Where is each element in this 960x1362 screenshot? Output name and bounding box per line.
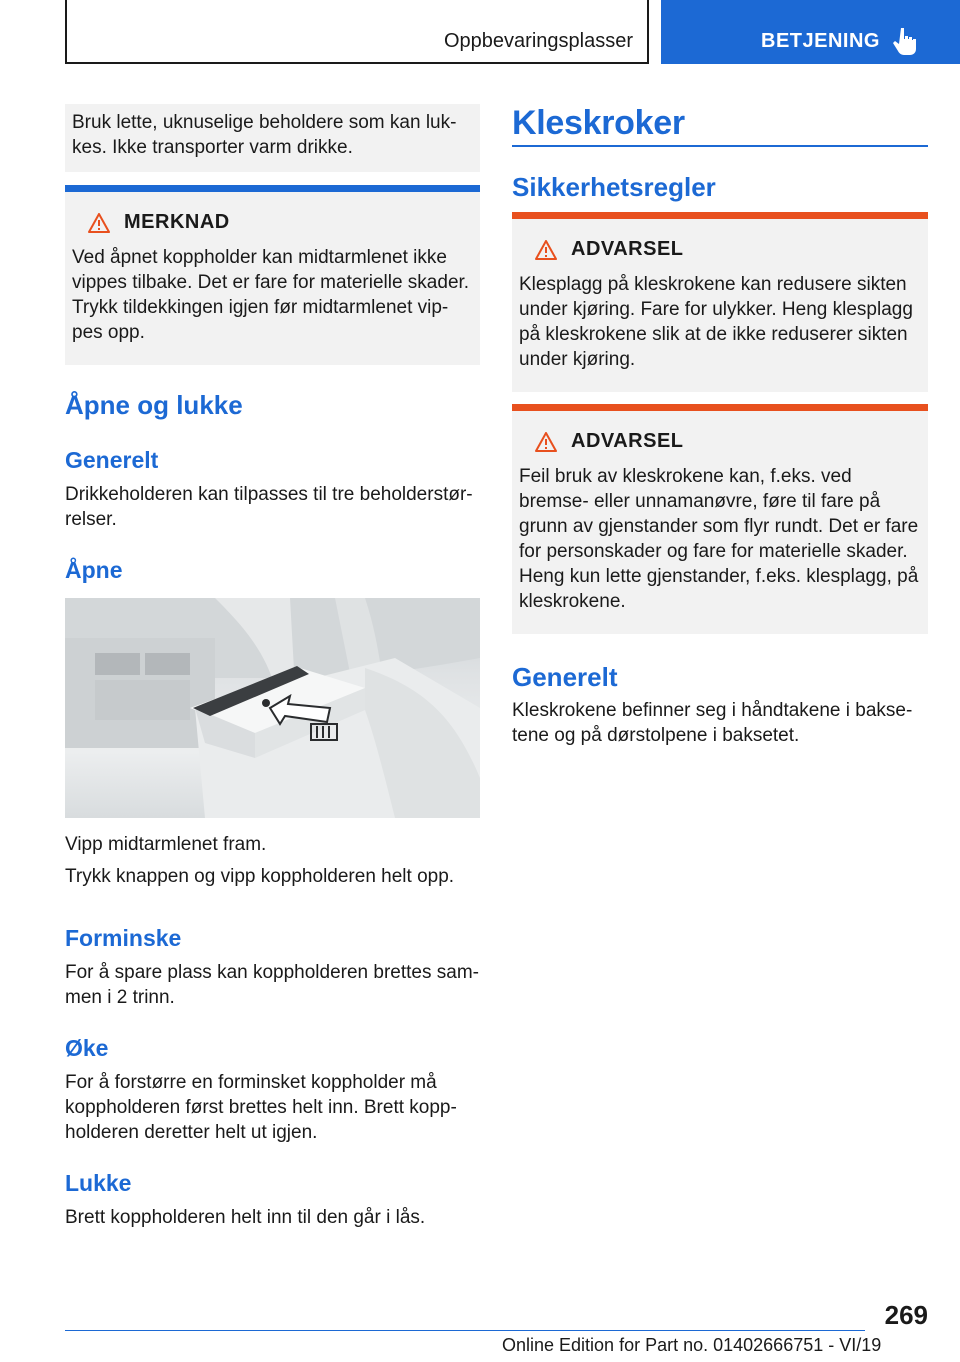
footer-edition: Online Edition for Part no. 01402666751 - VI/19: [502, 1335, 882, 1355]
apne-step-2: Trykk knappen og vipp koppholderen helt opp.: [65, 866, 455, 887]
warning-box-1: [512, 212, 928, 392]
subsection-generelt-title-right: Generelt: [512, 662, 618, 692]
notice-text: Ved åpnet koppholder kan midtarmlenet ikke vippes tilbake. Det er fare for materielle skader. Trykk tildekkingen igjen før midtarmlenet vip- pes opp.: [72, 247, 470, 343]
subsection-oke-title: Øke: [65, 1035, 109, 1061]
safety-title: Sikkerhetsregler: [512, 172, 716, 202]
info-box-text: Bruk lette, uknuselige beholdere som kan luk- kes. Ikke transporter varm drikke.: [72, 112, 457, 158]
warning-bar: [512, 404, 928, 411]
warning-bar: [512, 212, 928, 219]
warning-title: ADVARSEL: [571, 430, 684, 452]
warning-triangle-icon: [535, 240, 557, 260]
forminske-text: For å spare plass kan koppholderen brettes sam- men i 2 trinn.: [65, 962, 479, 1008]
warning-text: Klesplagg på kleskrokene kan redusere sikten under kjøring. Fare for ulykker. Heng klesplagg på kleskrokene slik at de ikke reduserer sikten under kjøring.: [519, 274, 913, 370]
armrest-illustration: [65, 598, 480, 818]
armrest-cupholder-photo: [65, 598, 480, 818]
warning-title: ADVARSEL: [571, 238, 684, 260]
generelt-text: Drikkeholderen kan tilpasses til tre beholderstør- relser.: [65, 484, 473, 530]
notice-box: [65, 185, 480, 365]
page-number: 269: [884, 1300, 928, 1330]
header-section-tab: [65, 0, 649, 64]
apne-step-1: Vipp midtarmlenet fram.: [65, 834, 267, 855]
warning-box-2: [512, 404, 928, 634]
notice-title: MERKNAD: [124, 211, 230, 233]
page-title: Kleskroker: [512, 104, 685, 142]
generelt-text-right: Kleskrokene befinner seg i håndtakene i bakse- tene og på dørstolpene i baksetet.: [512, 700, 913, 746]
header-chapter-title: BETJENING: [761, 30, 880, 52]
header-section-title: Oppbevaringsplasser: [444, 30, 633, 52]
lukke-text: Brett koppholderen helt inn til den går i lås.: [65, 1207, 426, 1228]
info-box: [65, 104, 480, 172]
notice-bar: [65, 185, 480, 192]
warning-triangle-icon: [88, 213, 110, 233]
subsection-forminske-title: Forminske: [65, 925, 182, 951]
hand-pointer-icon: [893, 26, 919, 56]
footer-rule: [65, 1330, 865, 1331]
warning-text: Feil bruk av kleskrokene kan, f.eks. ved bremse- eller unnamanøvre, føre til fare på grunn av gjenstander som flyr rundt. Det er fare for personskader og fare for materielle skader. Heng kun lette gjenstander, f.eks. klesplagg, på kleskrokene.: [519, 466, 919, 612]
section-title: Åpne og lukke: [65, 390, 243, 420]
subsection-apne-title: Åpne: [65, 557, 123, 583]
subsection-generelt-title: Generelt: [65, 447, 159, 473]
oke-text: For å forstørre en forminsket koppholder må koppholderen først brettes helt inn. Brett kopp- holderen deretter helt ut igjen.: [65, 1072, 457, 1143]
header-chapter-tab[interactable]: [661, 0, 960, 64]
title-rule: [512, 145, 928, 147]
subsection-lukke-title: Lukke: [65, 1170, 132, 1196]
warning-triangle-icon: [535, 432, 557, 452]
